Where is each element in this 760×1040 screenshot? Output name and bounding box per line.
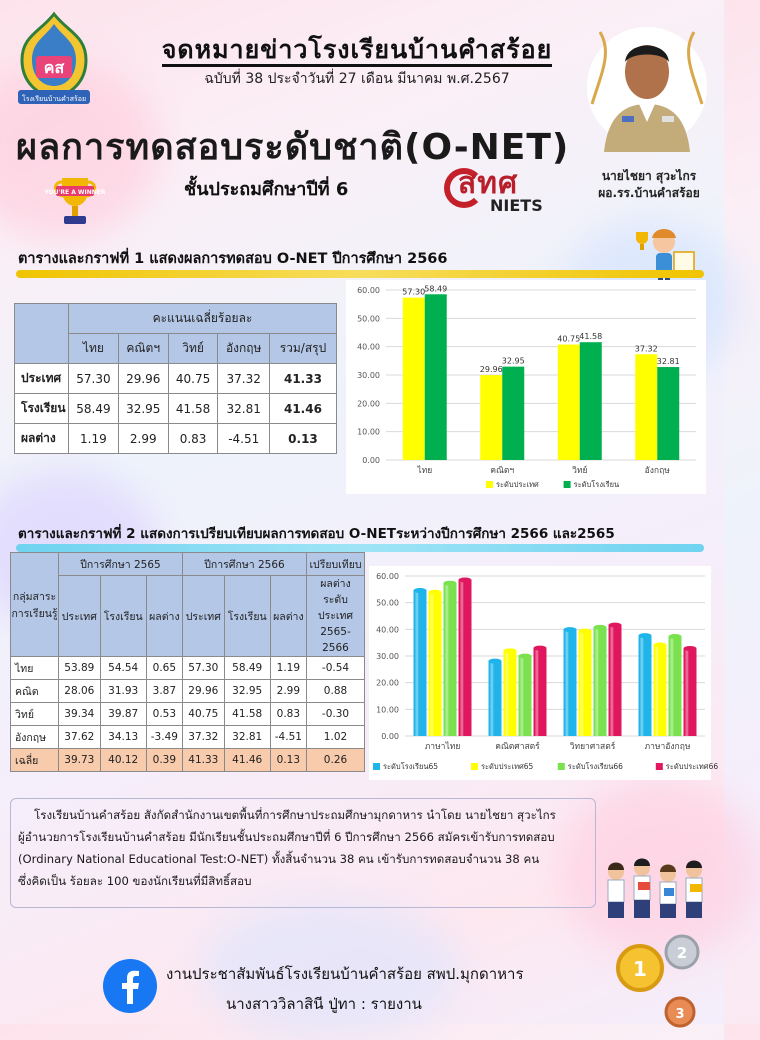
table-cell: 53.89 [59,657,101,680]
table-cell: 31.93 [100,680,146,703]
column-header: วิทย์ [168,334,218,364]
row-label: ผลต่าง [15,424,69,454]
table-cell: 37.62 [59,726,101,749]
data-label: 29.96 [479,365,503,375]
legend-label: ระดับประเทศ65 [481,762,534,771]
director-caption [580,168,718,202]
year-65-header: ปีการศึกษา 2565 [59,553,183,576]
compare-subheader: ผลต่าง ระดับประเทศ 2565-2566 [307,576,365,657]
section1-title: ตารางและกราฟที่ 1 แสดงผลการทดสอบ O-NET ปีการศึกษา 2566 [18,251,448,267]
table-row [11,703,365,726]
section1-underline [16,270,704,278]
y-tick-label: 40.00 [376,625,399,635]
table-row [15,424,337,454]
y-tick-label: 10.00 [357,427,380,437]
table-cell: 0.39 [146,749,182,772]
bar [480,375,502,460]
school-logo [14,10,94,108]
legend-swatch [656,763,663,770]
trophy-icon [44,164,106,228]
y-tick-label: 30.00 [357,371,380,380]
table-cell: 37.32 [218,364,269,394]
table-cell: 0.65 [146,657,182,680]
column-header: ผลต่าง [146,576,182,657]
y-tick-label: 0.00 [381,732,399,741]
table-cell: 40.12 [100,749,146,772]
row-label: วิทย์ [11,703,59,726]
bar-cap [444,581,457,586]
compare-header: เปรียบเทียบ [307,553,365,576]
bar-highlight [430,592,433,736]
y-tick-label: 10.00 [376,705,399,715]
table-cell: 40.75 [182,703,224,726]
table-cell: 0.13 [269,424,336,454]
table-cell: -0.54 [307,657,365,680]
bar-cap [414,588,427,593]
bar-highlight [610,625,613,736]
x-tick-label: ไทย [417,466,433,476]
chart2-container [369,566,719,780]
table-cell: 32.95 [224,680,270,703]
column-header: โรงเรียน [100,576,146,657]
column-header: อังกฤษ [218,334,269,364]
table-cell: 0.53 [146,703,182,726]
y-tick-label: 50.00 [357,314,380,324]
y-tick-label: 20.00 [357,399,380,409]
legend-swatch [558,763,565,770]
issue-line: ฉบับที่ 38 ประจำวันที่ 27 เดือน มีนาคม พ.ศ.2567 [204,71,510,87]
newsletter-title: จดหมายข่าวโรงเรียนบ้านคำสร้อย [132,30,582,70]
table-row [11,657,365,680]
summary-line: โรงเรียนบ้านคำสร้อย สังกัดสำนักงานเขตพื้นที่การศึกษาประถมศึกษามุกดาหาร นำโดย นายไชยา สุวะไกร [34,808,556,822]
summary-line: (Ordinary National Educational Test:O-NET) ทั้งสิ้นจำนวน 38 คน เข้ารับการทดสอบจำนวน 38 คน [18,852,540,866]
onet-compare-table [10,552,365,772]
logo-caption: โรงเรียนบ้านคำสร้อย [21,95,87,103]
bar-cap [429,590,442,595]
table-cell: 29.96 [182,680,224,703]
row-label: เฉลี่ย [11,749,59,772]
table-corner [15,304,69,364]
table-cell: -4.51 [218,424,269,454]
bar-highlight [580,631,583,736]
bar-highlight [490,661,493,736]
table-cell: 58.49 [224,657,270,680]
director-name: นายไชยา สุวะไกร [601,169,697,183]
table-cell: 40.75 [168,364,218,394]
column-header: ไทย [69,334,119,364]
bar-highlight [595,627,598,736]
table-cell: 1.19 [270,657,306,680]
table-cell: 32.81 [224,726,270,749]
bar [580,342,602,460]
summary-line: ซึ่งคิดเป็น ร้อยละ 100 ของนักเรียนที่มีสิทธิ์สอบ [18,874,252,888]
bar-highlight [685,649,688,736]
x-tick-label: อังกฤษ [644,466,670,476]
student-trophy-illustration [630,222,700,288]
y-tick-label: 20.00 [376,678,399,688]
table-cell: 41.46 [224,749,270,772]
logo-text: คส [43,58,65,77]
bar-cap [639,633,652,638]
y-tick-label: 0.00 [362,456,380,465]
bar-highlight [655,645,658,736]
x-tick-label: ภาษาอังกฤษ [644,742,691,752]
table-cell: 41.58 [168,394,218,424]
legend-label: ระดับโรงเรียน65 [383,762,439,771]
table-cell: 2.99 [270,680,306,703]
data-label: 41.58 [579,332,603,342]
x-tick-label: ภาษาไทย [424,742,461,752]
table-cell: 54.54 [100,657,146,680]
table-cell: 0.13 [270,749,306,772]
table-cell: -3.49 [146,726,182,749]
y-tick-label: 60.00 [376,572,399,581]
headline-subtitle: ชั้นประถมศึกษาปีที่ 6 [184,179,349,200]
row-label: ไทย [11,657,59,680]
chart1-container [346,280,706,494]
bar-highlight [565,630,568,736]
niets-en: NIETS [490,196,543,215]
table-cell: -0.30 [307,703,365,726]
table-cell: 0.83 [270,703,306,726]
facebook-icon[interactable] [102,958,158,1014]
headline-title: ผลการทดสอบระดับชาติ(O-NET) [16,127,570,168]
legend-label: ระดับโรงเรียน66 [567,762,623,771]
table-cell: 1.19 [69,424,119,454]
bar-highlight [445,583,448,736]
column-header: ผลต่าง [270,576,306,657]
bar [425,294,447,460]
y-tick-label: 30.00 [376,652,399,661]
row-label: อังกฤษ [11,726,59,749]
bar-cap [609,623,622,628]
table-cell: 57.30 [69,364,119,394]
bar [403,298,425,460]
footer-pr-line: งานประชาสัมพันธ์โรงเรียนบ้านคำสร้อย สพป.มุกดาหาร [166,965,524,983]
bar-highlight [505,651,508,736]
onet-2566-bar-chart [346,280,706,494]
bar [502,367,524,460]
data-label: 40.75 [557,334,581,344]
table-cell: 39.34 [59,703,101,726]
table-cell: 39.73 [59,749,101,772]
table-cell: 32.95 [118,394,168,424]
medal-number: 1 [633,957,647,981]
bar-cap [684,646,697,651]
table-cell: 58.49 [69,394,119,424]
section2-underline [16,544,704,552]
bar-cap [459,578,472,583]
bar-highlight [460,580,463,736]
legend-label: ระดับประเทศ [496,480,539,489]
bar-cap [564,627,577,632]
summary-paragraph [18,804,600,892]
table-cell: -4.51 [270,726,306,749]
y-tick-label: 40.00 [357,342,380,352]
table-group-header: คะแนนเฉลี่ยร้อยละ [69,304,337,334]
bar-cap [654,642,667,647]
legend-swatch [564,481,571,488]
bar [657,367,679,460]
bar-cap [489,659,502,664]
data-label: 57.30 [402,287,426,297]
data-label: 58.49 [424,284,448,294]
x-tick-label: คณิตฯ [490,466,515,476]
table-cell: 3.87 [146,680,182,703]
row-label: คณิต [11,680,59,703]
subject-header: กลุ่มสาระการเรียนรู้ [11,553,59,657]
table-cell: 0.83 [168,424,218,454]
onet-compare-bar-chart [369,566,719,780]
table-cell: 1.02 [307,726,365,749]
table-cell: 2.99 [118,424,168,454]
table-cell: 0.88 [307,680,365,703]
table-row [11,680,365,703]
table-cell: 41.33 [182,749,224,772]
table-cell: 34.13 [100,726,146,749]
table-cell: 32.81 [218,394,269,424]
table-cell: 57.30 [182,657,224,680]
data-label: 37.32 [634,344,658,354]
x-tick-label: วิทยาศาสตร์ [569,742,616,752]
footer-reporter-line: นางสาววิลาสินี ปู่ทา : รายงาน [226,995,422,1013]
y-tick-label: 60.00 [357,286,380,295]
data-label: 32.95 [501,356,525,366]
table-cell: 29.96 [118,364,168,394]
row-label: ประเทศ [15,364,69,394]
bar-highlight [640,636,643,736]
y-tick-label: 50.00 [376,598,399,608]
bar-cap [519,654,532,659]
bar-cap [504,648,517,653]
column-header: ประเทศ [182,576,224,657]
column-header: โรงเรียน [224,576,270,657]
table-cell: 41.58 [224,703,270,726]
table-cell: 28.06 [59,680,101,703]
bar [558,345,580,460]
data-label: 32.81 [656,357,680,367]
column-header: รวม/สรุป [269,334,336,364]
bar-cap [534,646,547,651]
table-cell: 41.33 [269,364,336,394]
onet-2566-table [14,303,337,454]
bar-highlight [415,591,418,736]
legend-label: ระดับประเทศ66 [665,762,719,771]
bar-highlight [535,648,538,736]
table-row [15,364,337,394]
trophy-text: YOU'RE A WINNER [44,189,106,196]
medals-illustration [610,930,720,1024]
director-portrait [582,12,712,162]
legend-swatch [471,763,478,770]
niets-thai: สทศ [458,166,519,201]
legend-swatch [486,481,493,488]
bar [635,354,657,460]
bar-cap [669,634,682,639]
summary-line: ผู้อำนวยการโรงเรียนบ้านคำสร้อย มีนักเรียนชั้นประถมศึกษาปีที่ 6 ปีการศึกษา 2566 สมัครเข้ารับการทดสอบ [18,830,555,844]
director-role: ผอ.รร.บ้านคำสร้อย [598,186,700,200]
bar-highlight [670,636,673,736]
table-row [15,394,337,424]
niets-logo [442,162,572,218]
section2-title: ตารางและกราฟที่ 2 แสดงการเปรียบเทียบผลการทดสอบ O-NETระหว่างปีการศึกษา 2566 และ2565 [18,526,615,542]
legend-label: ระดับโรงเรียน [573,480,620,489]
table-cell: 37.32 [182,726,224,749]
table-cell: 39.87 [100,703,146,726]
table-cell: 0.26 [307,749,365,772]
row-label: โรงเรียน [15,394,69,424]
legend-swatch [373,763,380,770]
column-header: ประเทศ [59,576,101,657]
medal-number: 3 [675,1007,685,1022]
table-row [11,726,365,749]
x-tick-label: คณิตศาสตร์ [495,742,540,752]
medal-number: 2 [676,944,688,962]
year-66-header: ปีการศึกษา 2566 [182,553,306,576]
x-tick-label: วิทย์ [572,466,588,476]
column-header: คณิตฯ [118,334,168,364]
bar-cap [594,625,607,630]
table-cell: 41.46 [269,394,336,424]
bar-highlight [520,656,523,736]
table-row [11,749,365,772]
bar-cap [579,629,592,634]
